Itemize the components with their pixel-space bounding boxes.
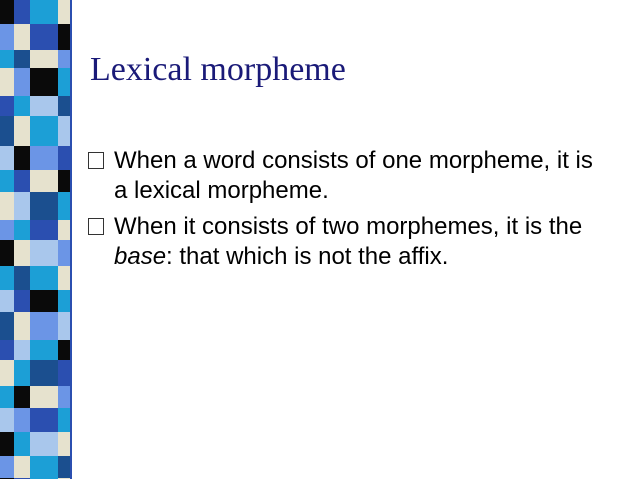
mosaic-tile bbox=[14, 386, 30, 408]
bullet-marker-icon bbox=[88, 152, 104, 169]
mosaic-tile bbox=[30, 116, 58, 146]
mosaic-tile bbox=[58, 170, 70, 192]
mosaic-tile bbox=[14, 96, 30, 116]
mosaic-tile bbox=[30, 266, 58, 290]
mosaic-tile bbox=[14, 340, 30, 360]
mosaic-tile bbox=[14, 312, 30, 340]
mosaic-tile bbox=[14, 360, 30, 386]
mosaic-tile bbox=[14, 408, 30, 432]
mosaic-tile bbox=[0, 170, 14, 192]
mosaic-tile bbox=[30, 290, 58, 312]
mosaic-tile bbox=[30, 340, 58, 360]
mosaic-tile bbox=[30, 68, 58, 96]
mosaic-tile bbox=[14, 146, 30, 170]
mosaic-tile bbox=[30, 192, 58, 220]
mosaic-tile bbox=[14, 0, 30, 24]
bullet-text-2 bbox=[114, 212, 608, 272]
mosaic-tile bbox=[0, 432, 14, 456]
mosaic-tile bbox=[58, 220, 70, 240]
bullet-marker-icon bbox=[88, 218, 104, 235]
mosaic-tile bbox=[0, 386, 14, 408]
bullet-item-2 bbox=[88, 212, 608, 272]
mosaic-tile bbox=[30, 220, 58, 240]
mosaic-tile bbox=[58, 68, 70, 96]
mosaic-tile bbox=[58, 96, 70, 116]
mosaic-tile bbox=[58, 116, 70, 146]
mosaic-tile bbox=[58, 266, 70, 290]
mosaic-tile bbox=[30, 312, 58, 340]
mosaic-tile bbox=[14, 50, 30, 68]
mosaic-tile bbox=[58, 456, 70, 478]
mosaic-tile bbox=[0, 24, 14, 50]
mosaic-tile bbox=[0, 408, 14, 432]
mosaic-tile bbox=[0, 340, 14, 360]
mosaic-tile bbox=[58, 386, 70, 408]
mosaic-tile bbox=[14, 290, 30, 312]
mosaic-tile bbox=[0, 290, 14, 312]
mosaic-tile bbox=[58, 340, 70, 360]
mosaic-tile bbox=[14, 456, 30, 478]
mosaic-tile bbox=[58, 146, 70, 170]
mosaic-tile bbox=[0, 0, 14, 24]
mosaic-tile bbox=[30, 360, 58, 386]
mosaic-tile bbox=[30, 432, 58, 456]
mosaic-tile bbox=[58, 290, 70, 312]
mosaic-tile bbox=[0, 68, 14, 96]
mosaic-tile bbox=[14, 220, 30, 240]
mosaic-tile bbox=[14, 170, 30, 192]
mosaic-tile bbox=[58, 24, 70, 50]
mosaic-tile bbox=[0, 240, 14, 266]
mosaic-tile bbox=[0, 360, 14, 386]
mosaic-tile bbox=[58, 408, 70, 432]
mosaic-edge-line bbox=[70, 0, 72, 479]
mosaic-tile bbox=[14, 24, 30, 50]
bullet-text-2-part-1: When it consists of two morphemes, it is the bbox=[114, 213, 583, 240]
mosaic-tile bbox=[14, 240, 30, 266]
mosaic-tile bbox=[30, 408, 58, 432]
bullet-text-2-part-2: : that which is not the affix. bbox=[166, 243, 449, 270]
mosaic-tile bbox=[58, 240, 70, 266]
mosaic-tile bbox=[30, 50, 58, 68]
slide-title: Lexical morpheme bbox=[90, 51, 346, 88]
mosaic-tile bbox=[58, 432, 70, 456]
mosaic-tile bbox=[14, 68, 30, 96]
mosaic-tile bbox=[30, 96, 58, 116]
mosaic-tile bbox=[58, 312, 70, 340]
mosaic-tile bbox=[14, 432, 30, 456]
mosaic-tile bbox=[0, 456, 14, 478]
mosaic-tile bbox=[30, 240, 58, 266]
mosaic-tile bbox=[0, 50, 14, 68]
mosaic-tile bbox=[0, 266, 14, 290]
mosaic-strip-graphic bbox=[0, 0, 76, 479]
mosaic-tile bbox=[30, 0, 58, 24]
mosaic-tile bbox=[58, 360, 70, 386]
mosaic-tile bbox=[58, 192, 70, 220]
mosaic-tile bbox=[58, 0, 70, 24]
mosaic-tile bbox=[30, 456, 58, 478]
decorative-mosaic-strip bbox=[0, 0, 76, 479]
mosaic-tile bbox=[0, 312, 14, 340]
mosaic-tile bbox=[14, 116, 30, 146]
bullet-text-2-emphasis: base bbox=[114, 243, 167, 270]
mosaic-tile bbox=[0, 192, 14, 220]
mosaic-tile bbox=[0, 220, 14, 240]
mosaic-tile bbox=[14, 266, 30, 290]
mosaic-tile bbox=[14, 192, 30, 220]
bullet-item-1 bbox=[88, 146, 608, 206]
bullet-text-1: When a word consists of one morpheme, it is a lexical morpheme. bbox=[114, 147, 593, 204]
mosaic-tile bbox=[0, 96, 14, 116]
bullet-list bbox=[88, 146, 608, 278]
mosaic-tile bbox=[0, 116, 14, 146]
mosaic-tile bbox=[30, 386, 58, 408]
mosaic-tile bbox=[30, 170, 58, 192]
mosaic-tile bbox=[0, 146, 14, 170]
mosaic-tile bbox=[30, 146, 58, 170]
mosaic-tile bbox=[58, 50, 70, 68]
mosaic-tile bbox=[30, 24, 58, 50]
